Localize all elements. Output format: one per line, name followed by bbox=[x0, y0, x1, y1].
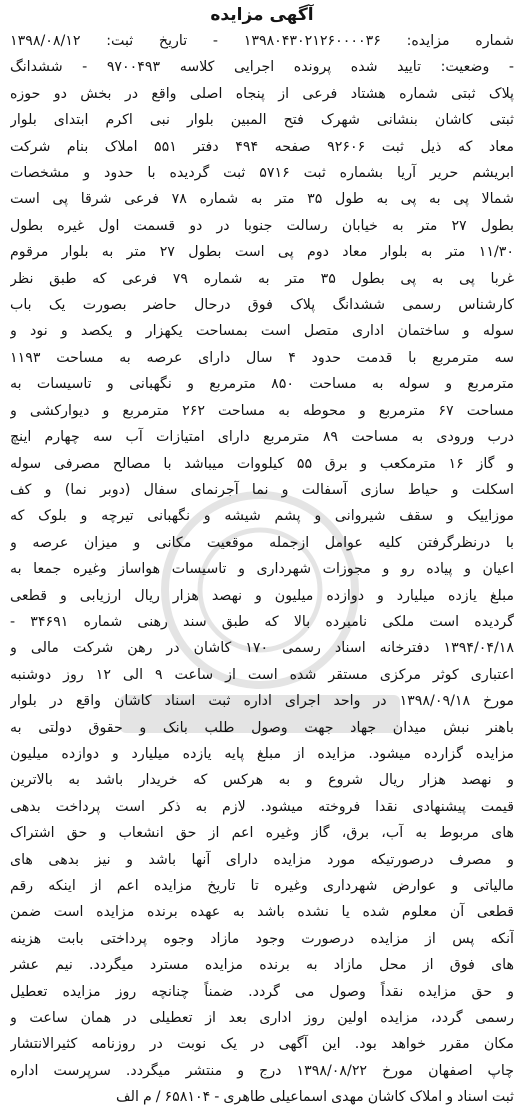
notice-line: آنکه پس از مزایده درصورت وجود مازاد وجوه پرداختی بابت هزینه bbox=[10, 930, 514, 947]
notice-title: آگهی مزایده bbox=[210, 5, 314, 25]
notice-line: معاد که ذیل ثبت ۹۲۶۰۶ صفحه ۴۹۴ دفتر ۵۵۱ املاک بنام شرکت bbox=[10, 138, 514, 155]
notice-body bbox=[10, 28, 514, 1111]
notice-line: های فوق از محل مازاد به برنده مزایده مسترد میگردد. نیم عشر bbox=[10, 957, 514, 974]
notice-line: های مربوط به آب، برق، گاز وغیره اعم از حق انشعاب و حق اشتراک bbox=[10, 825, 514, 842]
notice-line: با درنظرگرفتن کلیه عوامل ازجمله موقعیت مکانی و میزان عرصه و bbox=[10, 534, 514, 551]
notice-line: - وضعیت: تایید شده پرونده اجرایی کلاسه ۹۷۰۰۴۹۳ - ششدانگ bbox=[10, 59, 514, 76]
notice-line: بطول ۲۷ متر به خیابان رسالت جنوبا در دو قسمت اول غیره بطول bbox=[10, 217, 514, 234]
notice-line: ثبت اسناد و املاک کاشان مهدی اسماعیلی طاهری - ۶۵۸۱۰۴ / م الف bbox=[115, 1089, 514, 1106]
notice-line: و گاز ۱۶ مترمکعب و برق ۵۵ کیلووات میباشد با مصالح مصرفی سوله bbox=[10, 455, 514, 472]
notice-line: پلاک ثبتی شماره هشتاد فرعی از پنجاه اصلی واقع در بخش دو حوزه bbox=[10, 85, 514, 102]
notice-line: شمالا پی به پی به طول ۳۵ متر به شماره ۷۸ فرعی شرقا پی است bbox=[10, 191, 514, 208]
notice-line: کارشناس رسمی ششدانگ پلاک فوق درحال حاضر بصورت یک باب bbox=[10, 297, 514, 314]
notice-line: و حق مزایده نقداً وصول می گردد. ضمناً چنانچه روز مزایده تعطیل bbox=[10, 983, 514, 1000]
notice-line: ۱۳۹۴/۰۴/۱۸ دفترخانه اسناد رسمی ۱۷۰ کاشان در رهن شرکت مالی و bbox=[10, 640, 514, 657]
notice-line: باهنر نبش میدان جهاد جهت وصول طلب بانک و حقوق دولتی به bbox=[10, 719, 514, 736]
notice-line: چاپ اصفهان مورخ ۱۳۹۸/۰۸/۲۲ درج و منتشر میگردد. سرپرست اداره bbox=[10, 1062, 514, 1079]
notice-line: مورخ ۱۳۹۸/۰۹/۱۸ در واحد اجرای اداره ثبت اسناد کاشان واقع در بلوار bbox=[10, 693, 514, 710]
notice-line: اسکلت و حیاط سازی آسفالت و نما آجرنمای سفال (دوبر نما) و کف bbox=[10, 481, 514, 498]
notice-line: موزاییک و سقف شیروانی و پشم شیشه و نگهبانی تیرچه و بلوک که bbox=[10, 508, 514, 525]
notice-line: سوله و ساختمان اداری متصل است بمساحت یکهزار و یکصد و نود و bbox=[10, 323, 514, 340]
notice-line: مساحت ۶۷ مترمربع و محوطه به مساحت ۲۶۲ مترمربع و دیوارکشی و bbox=[10, 402, 514, 419]
notice-line: و مصرف درصورتیکه مورد مزایده دارای آنها باشد و نیز بدهی های bbox=[10, 851, 514, 868]
notice-line: مبلغ یازده میلیارد و دوازده میلیون و نهصد هزار ریال ارزیابی و قطعی bbox=[10, 587, 514, 604]
notice-line: مزایده گزارده میشود. مزایده از مبلغ پایه یازده میلیارد و دوازده میلیون bbox=[10, 745, 514, 762]
notice-line: قیمت پیشنهادی نقدا فروخته میشود. لازم به ذکر است پرداخت بدهی bbox=[10, 798, 514, 815]
notice-line: ۱۱/۳۰ متر به بلوار معاد دوم پی است بطول ۲۷ متر به بلوار مرقوم bbox=[10, 244, 514, 261]
notice-line: درب ورودی به مساحت ۸۹ مترمربع دارای امتیازات آب سه چهارم اینچ bbox=[10, 429, 514, 446]
notice-line: گردیده است ملکی نامبرده بالا که طبق سند رهنی شماره ۳۴۶۹۱ - bbox=[10, 613, 514, 630]
notice-line: شماره مزایده: ۱۳۹۸۰۴۳۰۲۱۲۶۰۰۰۰۳۶ - تاریخ ثبت: ۱۳۹۸/۰۸/۱۲ bbox=[10, 33, 514, 49]
notice-line: رسمی گردد، مزایده اولین روز اداری بعد از تعطیلی در همان ساعت و bbox=[10, 1010, 514, 1027]
notice-line: ابریشم حریر آریا بشماره ثبت ۵۷۱۶ ثبت گردیده با حدود و مشخصات bbox=[10, 165, 514, 182]
notice-line: سه مترمربع با قدمت حدود ۴ سال دارای عرصه به مساحت ۱۱۹۳ bbox=[10, 349, 514, 366]
notice-line: مترمربع و سوله به مساحت ۸۵۰ مترمربع و نگهبانی و تاسیسات به bbox=[10, 376, 514, 393]
notice-line: قطعی آن معلوم شده یا نشده باشد به عهده برنده مزایده است ضمن bbox=[10, 904, 514, 921]
notice-line: مکان مقرر خواهد بود. این آگهی در یک نوبت در روزنامه کثیرالانتشار bbox=[10, 1036, 514, 1053]
notice-line: ثبتی کاشان بنشانی شهرک فتح المبین بلوار نبی اکرم ابتدای بلوار bbox=[10, 112, 514, 129]
notice-line: مالیاتی و عوارض شهرداری وغیره تا تاریخ مزایده اعم از اینکه رقم bbox=[10, 878, 514, 894]
notice-line: غربا پی به پی بطول ۳۵ متر به شماره ۷۹ فرعی که طبق نظر bbox=[10, 270, 514, 287]
notice-line: و نهصد هزار ریال شروع و به هرکس که خریدار باشد به بالاترین bbox=[10, 772, 514, 789]
notice-line: اعیان و پیاده رو و مجوزات شهرداری و تاسیسات هواساز وغیره جمعا به bbox=[10, 561, 514, 578]
notice-line: اعتباری کوثر مرکزی مستقر شده است از ساعت ۹ الی ۱۲ روز دوشنبه bbox=[10, 666, 514, 683]
